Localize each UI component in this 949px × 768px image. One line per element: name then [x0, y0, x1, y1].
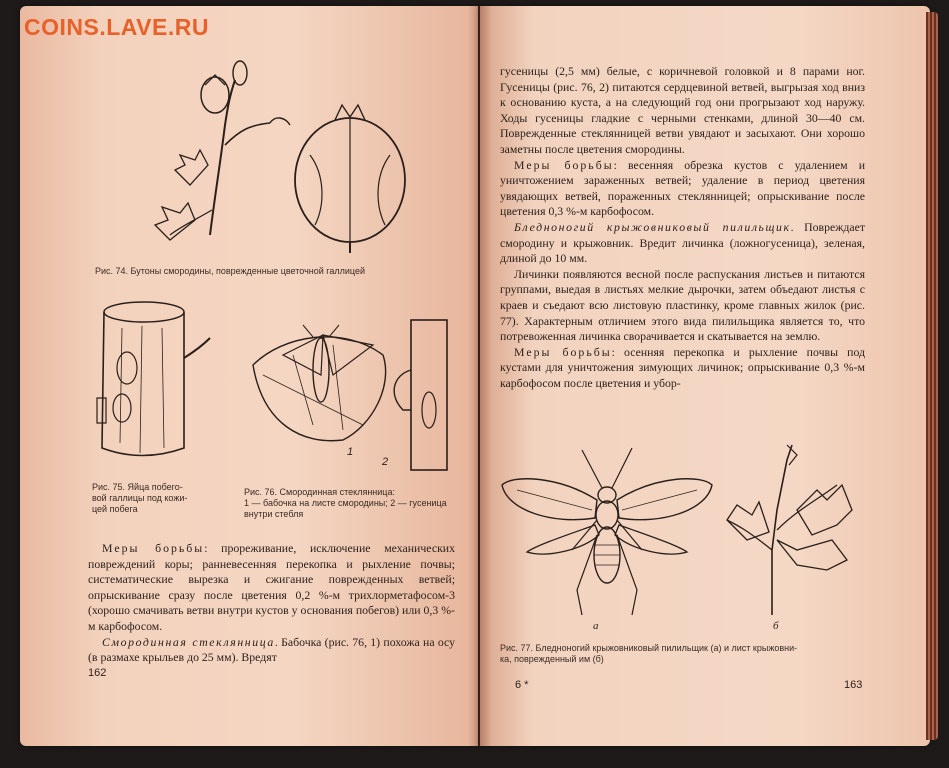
figure-75-caption: Рис. 75. Яйца побего- вой галлицы под кожи- цей побега: [92, 482, 188, 514]
paragraph: Смородинная стеклянница. Бабочка (рис. 76, 1) похожа на осу (в размахе крыльев до 25 мм). Вредят: [88, 634, 455, 665]
figure-74-illustration: [150, 55, 420, 255]
figure-74-caption: Рис. 74. Бутоны смородины, поврежденные цветочной галлицей: [95, 266, 365, 276]
figure-76-label-2: 2: [382, 456, 389, 468]
figure-77-illustration: [497, 440, 867, 625]
watermark: COINS.LAVE.RU: [24, 14, 209, 40]
left-page-number: 162: [88, 667, 107, 679]
paragraph: Меры борьбы: прореживание, исключение механических повреждений коры; ранневесенняя перекопка и рыхление почвы; систематические вырезка и сжигание поврежденных ветвей; опрыскивание сразу после цветения 0,2 %-м трихлорметафосом-3 (хорошо смачивать ветви внутри кустов у основания побегов) или 0,3 %-м карбофосом.: [88, 541, 456, 633]
signature-mark: 6 *: [515, 679, 529, 691]
paragraph: Меры борьбы: весенняя обрезка кустов с удалением и уничтожением зараженных ветвей; удаление в период цветения увядающих ветвей, пораженных стеклянницей; опрыскивание после цветения 0,3 %-м карбофосом.: [500, 157, 866, 219]
figure-75-illustration: [92, 298, 212, 463]
figure-77-label-a: а: [593, 620, 599, 632]
page-edges: [926, 12, 938, 740]
book-spine: [468, 6, 492, 746]
paragraph: гусеницы (2,5 мм) белые, с коричневой головкой и 8 парами ног. Гусеницы (рис. 76, 2) питаются сердцевиной ветвей, выгрызая ход вниз к основанию куста, а на следующий год они прогрызают ход наружу. Ходы гусеницы гладкие с черными стенками, длиной 30—40 см. Поврежденные стеклянницей ветви увядают и засыхают. Они хорошо заметны после цветения смородины.: [500, 64, 865, 156]
left-body-text: [88, 541, 455, 666]
paragraph: Меры борьбы: осенняя перекопка и рыхление почвы под кустами для уничтожения зимующих личинок; опрыскивание 0,3 %-м карбофосом после цветения и убор-: [500, 344, 866, 390]
paragraph: Бледноногий крыжовниковый пилильщик. Повреждает смородину и крыжовник. Вредит личинка (ложногусеница), зеленая, длиной до 10 мм.: [500, 219, 865, 266]
figure-77-label-b: б: [773, 620, 779, 632]
figure-76-caption: Рис. 76. Смородинная стеклянница: 1 — бабочка на листе смородины; 2 — гусеница внутри стебля: [244, 487, 447, 519]
figure-76-label-1: 1: [347, 446, 354, 458]
right-page-number: 163: [844, 679, 863, 691]
paragraph: Личинки появляются весной после распускания листьев и питаются группами, выедая в листьях мелкие дырочки, затем объедают листья с краев и съедают всю листовую пластинку, кроме главных жилок (рис. 77). Характерным отличием этого вида пилильщика является то, что потревоженная личинка сворачивается и скатывается на землю.: [500, 266, 865, 344]
right-body-text: [500, 64, 865, 391]
figure-77-caption: Рис. 77. Бледноногий крыжовниковый пилильщик (а) и лист крыжовни- ка, поврежденный им (б): [500, 643, 798, 664]
